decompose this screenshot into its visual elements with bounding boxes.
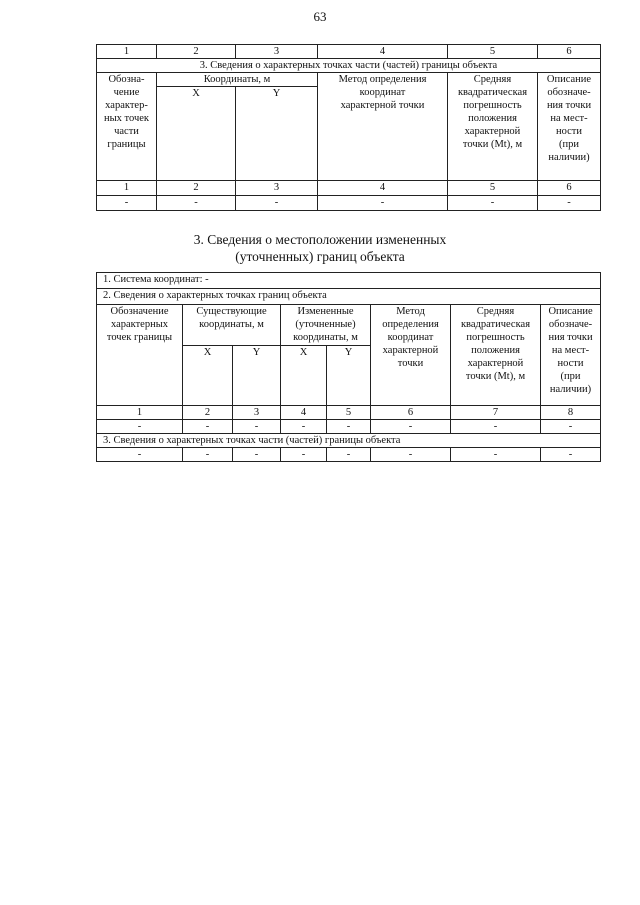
header-existing-coords	[183, 305, 281, 346]
header-line: точки (Mt), м	[462, 139, 523, 150]
col-number: 3	[236, 45, 318, 59]
num-cell: 4	[318, 181, 448, 196]
col-number: 5	[448, 45, 538, 59]
data-cell: -	[327, 420, 371, 434]
header-line: ности	[557, 358, 584, 369]
header-line: Описание	[548, 306, 593, 317]
header-line: квадратическая	[457, 87, 528, 98]
header-line: положения	[471, 345, 520, 356]
header-line: характер-	[105, 100, 148, 111]
section-title-row: 3. Сведения о характерных точках части (частей) границы объекта	[97, 59, 601, 73]
header-line: Метод	[396, 306, 425, 317]
data-cell: -	[97, 448, 183, 462]
data-cell: -	[281, 420, 327, 434]
data-cell: -	[183, 448, 233, 462]
data-cell: -	[318, 196, 448, 211]
header-line: обозначе-	[547, 87, 591, 98]
header-description	[538, 73, 601, 181]
header-y: Y	[327, 346, 371, 406]
header-line: Средняя	[473, 74, 512, 85]
data-cell: -	[327, 448, 371, 462]
header-line: характерных	[110, 319, 169, 330]
num-cell: 3	[236, 181, 318, 196]
header-line: определения	[382, 319, 439, 330]
header-line: координаты, м	[293, 332, 358, 343]
data-cell: -	[157, 196, 236, 211]
header-line: координат	[387, 332, 434, 343]
table-row	[97, 196, 601, 211]
header-line: погрешность	[463, 100, 522, 111]
header-line: Обозна-	[108, 74, 145, 85]
header-line: на мест-	[551, 345, 590, 356]
header-line: характерной	[464, 126, 521, 137]
header-line: (при	[560, 371, 581, 382]
heading-line: 3. Сведения о местоположении измененных	[193, 232, 447, 247]
header-changed-coords	[281, 305, 371, 346]
table-part-boundary-points	[96, 44, 601, 211]
data-cell: -	[233, 420, 281, 434]
header-line: (уточненные)	[295, 319, 356, 330]
num-cell: 5	[327, 406, 371, 420]
header-x: X	[157, 87, 236, 181]
num-cell: 2	[183, 406, 233, 420]
data-cell: -	[281, 448, 327, 462]
header-designation	[97, 73, 157, 181]
data-cell: -	[541, 420, 601, 434]
data-cell: -	[236, 196, 318, 211]
num-cell: 6	[371, 406, 451, 420]
coord-system-row: 1. Система координат: -	[97, 273, 601, 289]
page-number: 63	[313, 9, 327, 24]
header-line: квадратическая	[460, 319, 531, 330]
table-num-row	[97, 181, 601, 196]
table-row	[97, 420, 601, 434]
header-error	[448, 73, 538, 181]
header-method	[371, 305, 451, 406]
header-line: Средняя	[476, 306, 515, 317]
points-section-row: 2. Сведения о характерных точках границ объекта	[97, 289, 601, 305]
header-description	[541, 305, 601, 406]
header-line: чение	[113, 87, 140, 98]
header-line: характерной точки	[340, 100, 425, 111]
header-line: ности	[556, 126, 582, 137]
num-cell: 1	[97, 181, 157, 196]
data-cell: -	[183, 420, 233, 434]
table-col-number-row	[97, 45, 601, 59]
header-line: точки	[397, 358, 424, 369]
header-line: границы	[107, 139, 146, 150]
header-method	[318, 73, 448, 181]
header-line: обозначе-	[548, 319, 593, 330]
header-line: точки (Mt), м	[465, 371, 526, 382]
data-cell: -	[97, 420, 183, 434]
heading-line: (уточненных) границ объекта	[235, 249, 405, 264]
header-x: X	[281, 346, 327, 406]
header-line: координат	[359, 87, 406, 98]
num-cell: 6	[538, 181, 601, 196]
num-cell: 4	[281, 406, 327, 420]
header-y: Y	[233, 346, 281, 406]
num-cell: 7	[451, 406, 541, 420]
header-line: Существующие	[196, 306, 267, 317]
table-num-row	[97, 406, 601, 420]
header-error	[451, 305, 541, 406]
header-line: Описание	[546, 74, 592, 85]
data-cell: -	[451, 420, 541, 434]
header-line: части	[114, 126, 139, 137]
num-cell: 2	[157, 181, 236, 196]
num-cell: 3	[233, 406, 281, 420]
col-number: 2	[157, 45, 236, 59]
header-line: характерной	[467, 358, 524, 369]
col-number: 4	[318, 45, 448, 59]
table-row	[97, 448, 601, 462]
col-number: 1	[97, 45, 157, 59]
header-line: наличии)	[549, 384, 592, 395]
header-line: положения	[468, 113, 517, 124]
data-cell: -	[541, 448, 601, 462]
header-line: координаты, м	[199, 319, 264, 330]
data-cell: -	[448, 196, 538, 211]
header-line: точек границы	[106, 332, 173, 343]
data-cell: -	[371, 448, 451, 462]
num-cell: 8	[541, 406, 601, 420]
data-cell: -	[451, 448, 541, 462]
data-cell: -	[538, 196, 601, 211]
header-coordinates: Координаты, м	[157, 73, 318, 87]
num-cell: 1	[97, 406, 183, 420]
data-cell: -	[233, 448, 281, 462]
header-designation	[97, 305, 183, 406]
header-line: ных точек	[103, 113, 150, 124]
header-line: Измененные	[297, 306, 354, 317]
header-line: ния точки	[546, 100, 592, 111]
header-line: характерной	[382, 345, 439, 356]
part-points-section-row: 3. Сведения о характерных точках части (частей) границы объекта	[97, 434, 601, 448]
header-line: Обозначение	[110, 306, 169, 317]
num-cell: 5	[448, 181, 538, 196]
header-x: X	[183, 346, 233, 406]
section-heading	[0, 231, 640, 265]
header-y: Y	[236, 87, 318, 181]
header-line: наличии)	[548, 152, 590, 163]
header-line: ния точки	[548, 332, 593, 343]
header-line: (при	[559, 139, 579, 150]
header-line: Метод определения	[338, 74, 427, 85]
data-cell: -	[97, 196, 157, 211]
header-line: на мест-	[550, 113, 588, 124]
table-changed-boundaries	[96, 272, 601, 462]
col-number: 6	[538, 45, 601, 59]
header-line: погрешность	[466, 332, 525, 343]
data-cell: -	[371, 420, 451, 434]
